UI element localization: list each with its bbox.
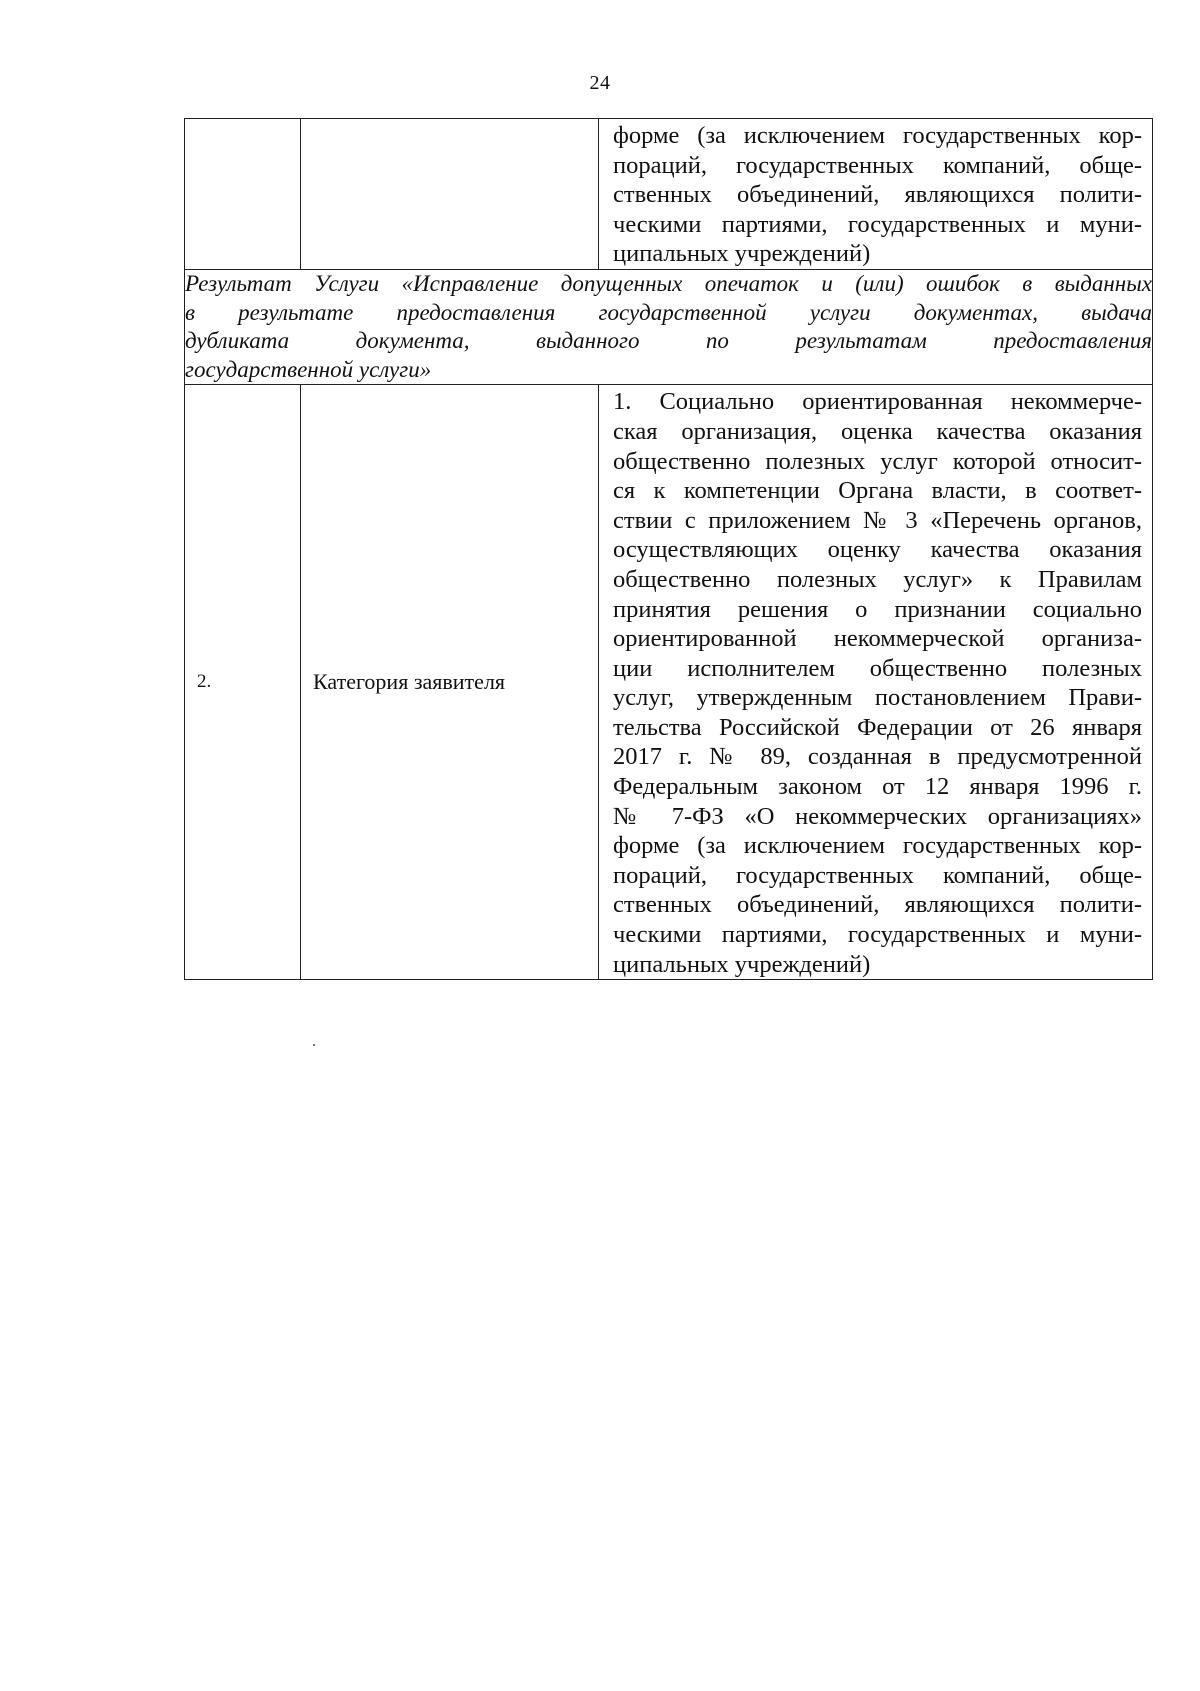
section-header-text xyxy=(185,270,1152,384)
text-line: форме (за исключением государственных кор- xyxy=(613,122,1142,149)
table-row-continuation xyxy=(185,119,1153,270)
text-line: ческими партиями, государственных и муни- xyxy=(613,921,1142,949)
section-line: Результат Услуги «Исправление допущенных опечаток и (или) ошибок в выданных xyxy=(185,270,1152,296)
row-label-cell: Категория заявителя xyxy=(301,385,599,980)
text-line: осуществляющих оценку качества оказания xyxy=(613,536,1142,564)
text-line: 1. Социально ориентированная некоммерче- xyxy=(613,388,1142,416)
text-line: пораций, государственных компаний, обще- xyxy=(613,151,1142,179)
section-line: государственной услуги» xyxy=(185,356,432,382)
row-number-cell: 2. xyxy=(185,385,301,980)
text-line: ся к компетенции Органа власти, в соответ- xyxy=(613,477,1142,505)
document-table xyxy=(184,118,1153,980)
text-line: общественно полезных услуг которой относит- xyxy=(613,447,1142,475)
page-number: 24 xyxy=(589,72,611,94)
text-line: ствии с приложением № 3 «Перечень органов, xyxy=(613,506,1142,534)
text-line: ориентированной некоммерческой организа- xyxy=(613,625,1142,653)
text-line: ственных объединений, являющихся полити- xyxy=(613,891,1142,919)
text-line: услуг, утвержденным постановлением Прави- xyxy=(613,684,1142,712)
text-line: принятия решения о признании социально xyxy=(613,595,1142,623)
text-line: ции исполнителем общественно полезных xyxy=(613,654,1142,682)
text-line: ципальных учреждений) xyxy=(613,240,871,268)
text-line: Федеральным законом от 12 января 1996 г. xyxy=(613,773,1142,801)
continuation-label-cell xyxy=(301,119,599,270)
text-line: ственных объединений, являющихся полити- xyxy=(613,181,1142,209)
text-line: 2017 г. № 89, созданная в предусмотренной xyxy=(613,743,1142,771)
continuation-text xyxy=(599,119,1152,269)
section-line: в результате предоставления государственной услуги документах, выдача xyxy=(185,299,1152,325)
scan-speck xyxy=(313,1044,315,1046)
text-line: форме (за исключением государственных кор- xyxy=(613,832,1142,860)
section-header-cell xyxy=(185,269,1153,384)
table-row-section-header xyxy=(185,269,1153,384)
row-text-cell xyxy=(599,385,1153,980)
text-line: ская организация, оценка качества оказания xyxy=(613,417,1142,445)
text-line: пораций, государственных компаний, обще- xyxy=(613,861,1142,889)
text-line: № 7-ФЗ «О некоммерческих организациях» xyxy=(613,802,1142,830)
row-2-text xyxy=(599,385,1152,979)
section-line: дубликата документа, выданного по результатам предоставления xyxy=(185,328,1152,354)
text-line: ческими партиями, государственных и муни- xyxy=(613,210,1142,238)
continuation-number-cell xyxy=(185,119,301,270)
continuation-text-cell xyxy=(599,119,1153,270)
text-line: общественно полезных услуг» к Правилам xyxy=(613,565,1142,593)
table-row-2 xyxy=(185,385,1153,980)
text-line: ципальных учреждений) xyxy=(613,950,871,978)
text-line: тельства Российской Федерации от 26 января xyxy=(613,713,1142,741)
